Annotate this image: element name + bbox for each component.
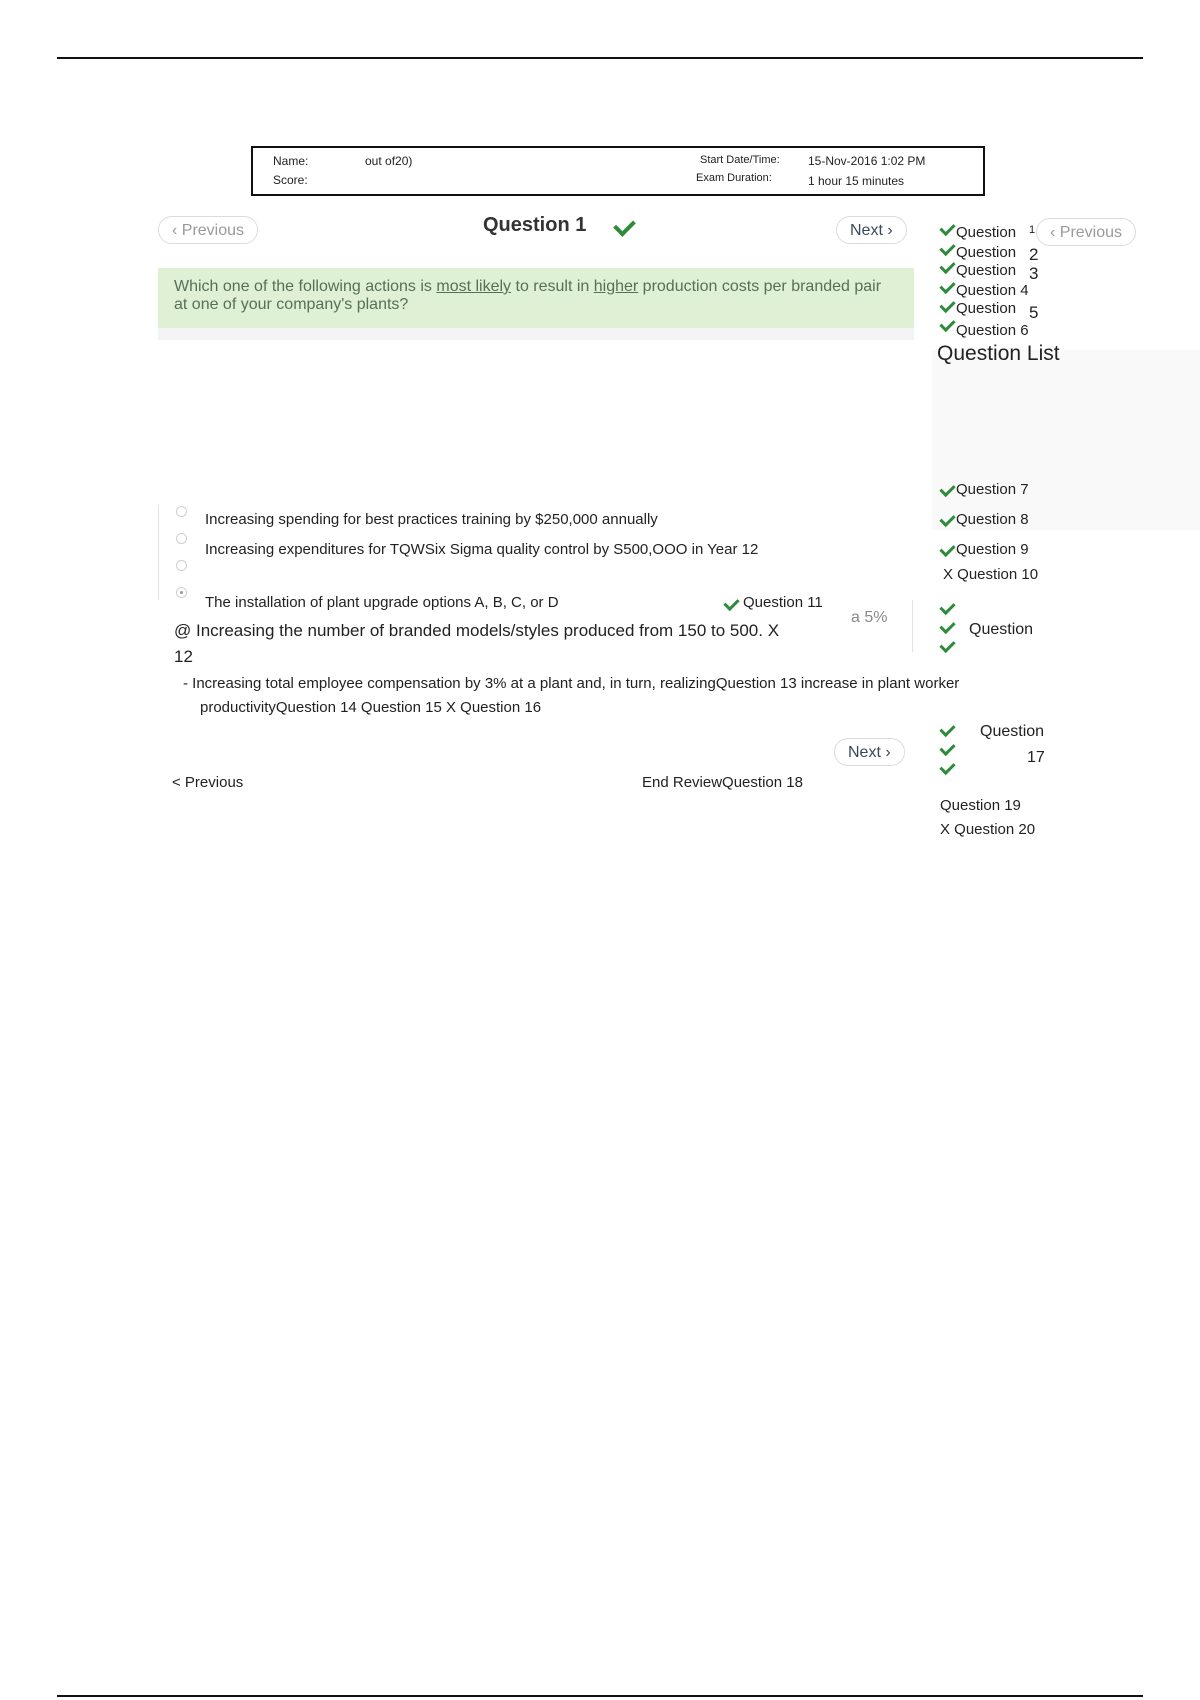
- question-list-panel: [932, 350, 1200, 530]
- question-list-item-12[interactable]: Question: [969, 621, 1034, 638]
- check-icon-q2: [939, 240, 955, 256]
- question-list-items-14-16[interactable]: Question 14 Question 15 X Question 16: [275, 699, 542, 716]
- question-prompt: [158, 268, 914, 328]
- option-5-productivity: productivity: [200, 699, 276, 716]
- name-label: Name:: [273, 154, 309, 168]
- question-list-item-6[interactable]: Question 6: [956, 322, 1029, 339]
- start-date-value: 15-Nov-2016 1:02 PM: [808, 154, 926, 168]
- option-3-label[interactable]: The installation of plant upgrade options A, B, C, or D: [205, 594, 559, 611]
- question-list-item-7[interactable]: Question 7: [956, 481, 1029, 498]
- question-list-item-17[interactable]: Question: [980, 723, 1045, 740]
- question-list-item-4[interactable]: Question 4: [956, 282, 1029, 299]
- start-date-label: Start Date/Time:: [700, 154, 780, 166]
- check-icon-q12a: [939, 599, 955, 615]
- check-icon-q17b: [939, 740, 955, 756]
- prompt-emphasis-higher: higher: [593, 278, 639, 295]
- option-2-radio[interactable]: [176, 533, 187, 544]
- question-list-title: Question List: [937, 342, 1060, 365]
- option-3-radio[interactable]: [176, 560, 187, 571]
- question-list-item-17-number: 17: [1027, 749, 1045, 766]
- question-list-item-3-number: 3: [1029, 264, 1039, 283]
- end-review-row: [642, 774, 803, 791]
- check-icon-q5: [939, 297, 955, 313]
- check-icon-q9: [939, 541, 955, 557]
- percent-note: a 5%: [851, 609, 888, 626]
- top-rule: [57, 57, 1143, 59]
- option-2-label[interactable]: Increasing expenditures for TQWSix Sigma quality control by S500,OOO in Year 12: [205, 541, 759, 558]
- prompt-emphasis-most-likely: most likely: [436, 278, 512, 295]
- previous-button-side[interactable]: ‹ Previous: [1036, 218, 1136, 246]
- option-3-selected-radio[interactable]: [176, 587, 187, 598]
- question-list-item-5-number: 5: [1029, 303, 1039, 322]
- check-icon-q11: [723, 595, 739, 611]
- option-5-label[interactable]: [183, 675, 959, 692]
- question-list-item-8[interactable]: Question 8: [956, 511, 1029, 528]
- prompt-shadow: [158, 328, 914, 340]
- option-4-label[interactable]: @ Increasing the number of branded models/styles produced from 150 to 500. X: [174, 621, 780, 640]
- question-list-item-9[interactable]: Question 9: [956, 541, 1029, 558]
- option-1-label[interactable]: Increasing spending for best practices training by $250,000 annually: [205, 511, 658, 528]
- question-list-item-19[interactable]: Question 19: [940, 797, 1021, 814]
- score-value: out of20): [365, 154, 413, 168]
- prompt-text-end: production costs per branded pair at one of your company's plants?: [174, 278, 882, 313]
- question-list-item-2[interactable]: Question: [956, 244, 1017, 261]
- option-5-text: - Increasing total employee compensation by 3% at a plant and, in turn, realizing: [183, 675, 716, 692]
- check-icon-q6: [939, 316, 955, 332]
- check-icon-q4: [939, 278, 955, 294]
- question-list-item-13[interactable]: Question 13: [715, 675, 797, 692]
- exam-duration-label: Exam Duration:: [696, 172, 772, 184]
- option-4-wrap: 12: [174, 647, 193, 666]
- question-list-item-3[interactable]: Question: [956, 262, 1017, 279]
- next-button-top[interactable]: Next ›: [836, 216, 907, 244]
- next-button-bottom[interactable]: Next ›: [834, 738, 905, 766]
- sidebar-divider: [912, 600, 913, 652]
- check-icon-q1: [939, 220, 955, 236]
- question-list-item-10[interactable]: X Question 10: [943, 566, 1039, 583]
- question-list-item-1-number: 1: [1029, 224, 1036, 236]
- previous-button-top[interactable]: ‹ Previous: [158, 216, 258, 244]
- score-label: Score:: [273, 173, 308, 187]
- exam-duration-value: 1 hour 15 minutes: [808, 174, 905, 188]
- option-1-radio[interactable]: [176, 506, 187, 517]
- prompt-text-middle: to result in: [511, 278, 594, 295]
- question-list-item-11[interactable]: Question 11: [743, 594, 823, 611]
- option-5-text-end: increase in plant worker: [796, 675, 960, 692]
- previous-link-bottom[interactable]: < Previous: [172, 774, 244, 791]
- prompt-text-start: Which one of the following actions is: [174, 278, 437, 295]
- question-list-item-18[interactable]: Question 18: [722, 774, 803, 791]
- check-icon-q12c: [939, 637, 955, 653]
- question-list-item-20[interactable]: X Question 20: [940, 821, 1036, 838]
- option-5-wrap: [200, 699, 541, 716]
- question-list-item-5[interactable]: Question: [956, 300, 1017, 317]
- question-list-item-1[interactable]: Question: [956, 224, 1017, 241]
- check-icon-q12b: [939, 618, 955, 634]
- check-icon-q3: [939, 258, 955, 274]
- bottom-rule: [57, 1695, 1143, 1697]
- end-review-link[interactable]: End Review: [642, 774, 723, 791]
- options-border: [158, 505, 159, 600]
- correct-check-icon: [613, 214, 636, 237]
- check-icon-q17a: [939, 721, 955, 737]
- question-list-item-2-number: 2: [1029, 245, 1039, 264]
- check-icon-q17c: [939, 759, 955, 775]
- question-title: Question 1: [483, 214, 587, 236]
- exam-info-box: [251, 146, 985, 196]
